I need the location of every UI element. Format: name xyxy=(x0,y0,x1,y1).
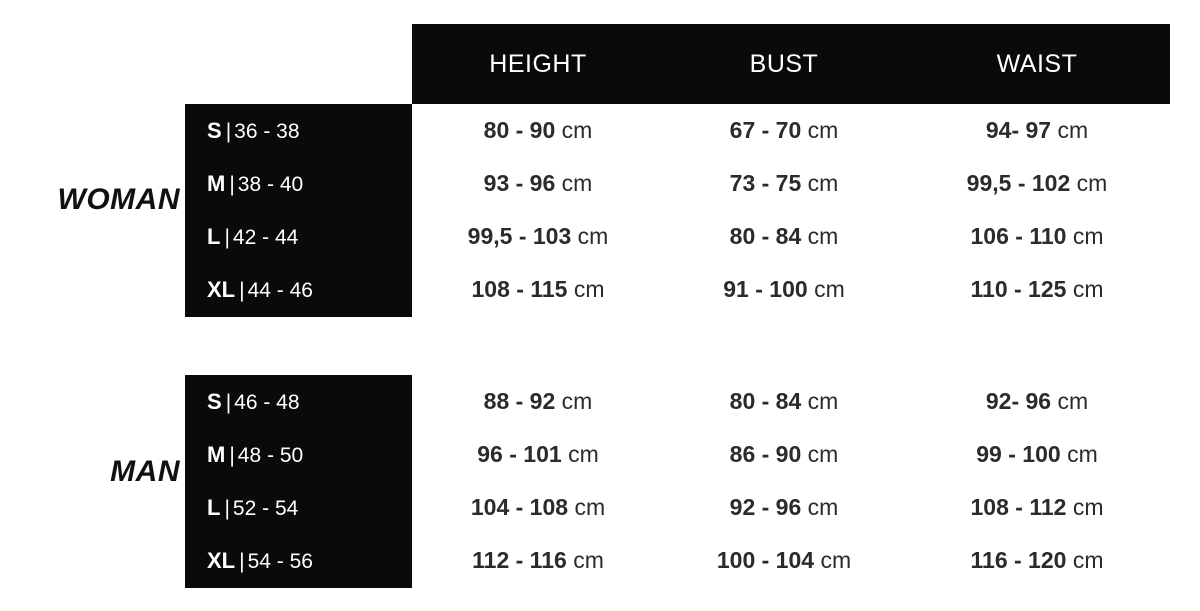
unit-label: cm xyxy=(807,441,839,467)
waist-number: 116 - 120 xyxy=(970,547,1067,573)
unit-label: cm xyxy=(1067,441,1098,467)
bust-value xyxy=(664,263,904,316)
separator: | xyxy=(225,120,232,143)
unit-label: cm xyxy=(1072,547,1104,573)
size-range: 44 - 46 xyxy=(247,279,313,302)
unit-label: cm xyxy=(1076,170,1108,196)
height-value xyxy=(412,263,664,316)
unit-label: cm xyxy=(814,276,845,302)
bust-value xyxy=(664,210,904,263)
table-row xyxy=(185,534,1170,587)
bust-value xyxy=(664,104,904,157)
height-value xyxy=(412,481,664,534)
size-cell xyxy=(185,263,412,316)
bust-number: 80 - 84 xyxy=(729,388,802,414)
separator: | xyxy=(239,550,245,573)
size-label: L xyxy=(207,224,221,249)
waist-value xyxy=(904,263,1170,316)
waist-number: 106 - 110 xyxy=(970,223,1067,249)
size-label: M xyxy=(207,442,226,467)
waist-value xyxy=(904,534,1170,587)
bust-number: 80 - 84 xyxy=(729,223,802,249)
unit-label: cm xyxy=(807,388,839,414)
table-row xyxy=(185,481,1170,534)
unit-label: cm xyxy=(573,276,605,302)
unit-label: cm xyxy=(820,547,852,573)
height-number: 99,5 - 103 xyxy=(467,223,572,249)
table-row xyxy=(185,428,1170,481)
height-value xyxy=(412,157,664,210)
unit-label: cm xyxy=(573,547,604,573)
table-row xyxy=(185,210,1170,263)
separator: | xyxy=(229,444,235,467)
unit-label: cm xyxy=(577,223,609,249)
size-range: 42 - 44 xyxy=(232,226,299,249)
bust-value xyxy=(664,428,904,481)
unit-label: cm xyxy=(574,494,606,520)
column-header-height: HEIGHT xyxy=(489,50,587,78)
waist-value xyxy=(904,210,1170,263)
height-value xyxy=(412,104,664,157)
unit-label: cm xyxy=(1057,117,1089,143)
height-number: 96 - 101 xyxy=(477,441,562,467)
size-label: XL xyxy=(207,548,236,573)
waist-number: 99 - 100 xyxy=(976,441,1061,467)
height-number: 93 - 96 xyxy=(483,170,556,196)
waist-value xyxy=(904,428,1170,481)
unit-label: cm xyxy=(807,494,839,520)
separator: | xyxy=(229,173,235,196)
height-number: 104 - 108 xyxy=(470,494,569,520)
waist-number: 108 - 112 xyxy=(970,494,1067,520)
table-row xyxy=(185,157,1170,210)
size-cell xyxy=(185,210,412,263)
size-cell xyxy=(185,481,412,534)
unit-label: cm xyxy=(1072,276,1104,302)
size-cell xyxy=(185,104,412,157)
bust-number: 92 - 96 xyxy=(729,494,802,520)
bust-value xyxy=(664,534,904,587)
size-label: L xyxy=(207,495,221,520)
unit-label: cm xyxy=(561,388,593,414)
bust-number: 73 - 75 xyxy=(729,170,802,196)
bust-number: 91 - 100 xyxy=(723,276,808,302)
unit-label: cm xyxy=(561,170,593,196)
height-number: 80 - 90 xyxy=(483,117,556,143)
unit-label: cm xyxy=(1057,388,1089,414)
size-cell xyxy=(185,157,412,210)
unit-label: cm xyxy=(807,117,839,143)
size-range: 48 - 50 xyxy=(237,444,304,467)
waist-value xyxy=(904,157,1170,210)
table-row xyxy=(185,104,1170,157)
waist-value xyxy=(904,375,1170,428)
bust-value xyxy=(664,375,904,428)
waist-number: 99,5 - 102 xyxy=(966,170,1071,196)
size-range: 38 - 40 xyxy=(237,173,304,196)
bust-number: 100 - 104 xyxy=(716,547,815,573)
separator: | xyxy=(224,226,230,249)
table-row xyxy=(185,263,1170,316)
bust-number: 67 - 70 xyxy=(729,117,802,143)
unit-label: cm xyxy=(807,170,839,196)
group-label-man: MAN xyxy=(110,455,180,488)
waist-value xyxy=(904,104,1170,157)
size-range: 46 - 48 xyxy=(234,391,300,414)
height-value xyxy=(412,428,664,481)
unit-label: cm xyxy=(1072,494,1104,520)
height-value xyxy=(412,375,664,428)
bust-number: 86 - 90 xyxy=(729,441,802,467)
size-cell xyxy=(185,375,412,428)
column-header-bust: BUST xyxy=(749,50,819,78)
waist-number: 92- 96 xyxy=(985,388,1052,414)
unit-label: cm xyxy=(568,441,599,467)
size-label: S xyxy=(207,389,222,414)
size-label: M xyxy=(207,171,226,196)
height-value xyxy=(412,534,664,587)
height-number: 108 - 115 xyxy=(471,276,568,302)
height-number: 88 - 92 xyxy=(483,388,556,414)
size-cell xyxy=(185,534,412,587)
height-value xyxy=(412,210,664,263)
column-header-waist: WAIST xyxy=(996,50,1078,78)
waist-number: 94- 97 xyxy=(985,117,1052,143)
separator: | xyxy=(225,391,232,414)
bust-value xyxy=(664,157,904,210)
unit-label: cm xyxy=(561,117,593,143)
bust-value xyxy=(664,481,904,534)
separator: | xyxy=(239,279,245,302)
unit-label: cm xyxy=(1072,223,1104,249)
size-range: 54 - 56 xyxy=(247,550,313,573)
group-label-woman: WOMAN xyxy=(57,183,180,216)
size-range: 36 - 38 xyxy=(234,120,300,143)
waist-number: 110 - 125 xyxy=(970,276,1067,302)
separator: | xyxy=(224,497,230,520)
size-label: S xyxy=(207,118,222,143)
unit-label: cm xyxy=(807,223,839,249)
height-number: 112 - 116 xyxy=(472,547,567,573)
waist-value xyxy=(904,481,1170,534)
table-row xyxy=(185,375,1170,428)
size-range: 52 - 54 xyxy=(232,497,299,520)
size-label: XL xyxy=(207,277,236,302)
size-cell xyxy=(185,428,412,481)
